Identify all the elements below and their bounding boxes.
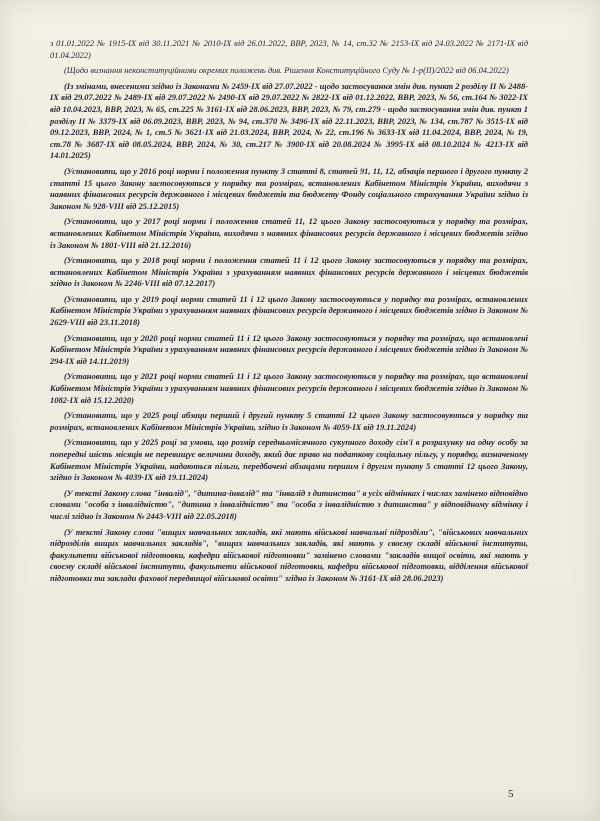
paragraph: (У тексті Закону слова "інвалід", "дитина-інвалід" та "інвалід з дитинства" в усіх відмінках і числах замінено відповідно словами "особа з інвалідністю", "дитина з інвалідністю" та "особа з інвалідністю з дитинства" у відповідному відмінку і числі згідно із Законом № 2443-VIII від 22.05.2018) — [50, 487, 529, 521]
paragraph: (Установити, що у 2016 році норми і положення пункту 3 статті 8, статей 91, 11, 12, абзаців першого і другого пункту 2 статті 15 цього Закону застосовуються у порядку та розмірах, встановлених Кабінетом Міністрів України, виходячи з наявних фінансових ресурсів державного і місцевих бюджетів та бюджету Фонду соціального страхування України згідно із Законом № 928-VIII від 25.12.2015) — [50, 165, 528, 211]
paragraph: (Установити, що у 2025 році за умови, що розмір середньомісячного сукупного доходу сім'ї в розрахунку на одну особу за попередні шість місяців не перевищує величини доходу, який дає право на податкову соціальну пільгу, у порядку, визначеному Кабінетом Міністрів України, надаються пільги, передбачені абзацами першим і другим пункту 5 статті 12 цього Закону, згідно із Законом № 4039-IX від 19.11.2024) — [50, 437, 528, 483]
document-body — [50, 38, 528, 589]
page-number: 5 — [508, 788, 514, 800]
paragraph: (Щодо визнання неконституційними окремих положень див. Рішення Конституційного Суду № 1-р(II)/2022 від 06.04.2022) — [64, 65, 509, 76]
paragraph: (Установити, що у 2019 році норми статей 11 і 12 цього Закону застосовуються у порядку та розмірах, встановлених Кабінетом Міністрів України з урахуванням наявних фінансових ресурсів державного і місцевих бюджетів згідно із Законом № 2629-VIII від 23.11.2018) — [50, 293, 528, 328]
paragraph: (Установити, що у 2018 році норми і положення статей 11 і 12 цього Закону застосовуються у порядку та розмірах, встановлених Кабінетом Міністрів України з урахуванням наявних фінансових ресурсів державного і місцевих бюджетів згідно із Законом № 2246-VIII від 07.12.2017) — [50, 255, 528, 289]
paragraph: (Установити, що у 2017 році норми і положення статей 11, 12 цього Закону застосовуються у порядку та розмірах, встановлених Кабінетом Міністрів України, виходячи з наявних фінансових ресурсів державного і місцевих бюджетів згідно із Законом № 1801-VIII від 21.12.2016) — [50, 216, 528, 250]
paragraph: з 01.01.2022 № 1915-IX від 30.11.2021 № 2010-IX від 26.01.2022, ВВР, 2023, № 14, ст.32 № 2153-IX від 24.03.2022 № 2171-IX від 01.04.2022) — [50, 38, 528, 60]
paragraph: (Установити, що у 2020 році норми статей 11 і 12 цього Закону застосовуються у порядку та розмірах, що встановлені Кабінетом Міністрів України з урахуванням наявних фінансових ресурсів державного і місцевих бюджетів згідно із Законом № 294-IX від 14.11.2019) — [50, 332, 528, 366]
paragraph: (У тексті Закону слова "вищих навчальних закладів, які мають військові навчальні підрозділи", "військових навчальних підрозділів вищих навчальних закладів", "вищих навчальних закладів, які мають у своєму складі військові інститути, факультети військової підготовки, кафедри військової підготовки" замінено словами "закладів вищої освіти, які мають у своєму складі військові інститути, факультети військової підготовки, кафедри військової підготовки, відділення військової підготовки та заклади фахової передвищої військової освіти" згідно із Законом № 3161-IX від 28.06.2023) — [50, 526, 528, 583]
paragraph: (Установити, що у 2025 році абзаци перший і другий пункту 5 статті 12 цього Закону застосовуються у порядку та розмірах, встановлених Кабінетом Міністрів України, згідно із Законом № 4059-IX від 19.11.2024) — [50, 410, 528, 432]
paragraph: (Установити, що у 2021 році норми статей 11 і 12 цього Закону застосовуються у порядку та розмірах, що встановлені Кабінетом Міністрів України з урахуванням наявних фінансових ресурсів державного і місцевих бюджетів згідно із Законом № 1082-IX від 15.12.2020) — [50, 371, 528, 405]
paragraph: (Із змінами, внесеними згідно із Законами № 2459-IX від 27.07.2022 - щодо застосування змін див. пункт 2 розділу II № 2488-IX від 29.07.2022 № 2489-IX від 29.07.2022 № 2490-IX від 29.07.2022 № 2822-IX від 01.12.2022, ВВР, 2023, № 56, ст.164 № 3022-IX від 10.04.2023, ВВР, 2023, № 65, ст.225 № 3161-IX від 28.06.2023, ВВР, 2023, № 79, ст.279 - щодо застосування змін див. пункт 1 розділу II № 3379-IX від 06.09.2023, ВВР, 2023, № 94, ст.370 № 3496-IX від 22.11.2023, ВВР, 2023, № 134, ст.787 № 3515-IX від 09.12.2023, ВВР, 2024, № 1, ст.5 № 3621-IX від 21.03.2024, ВВР, 2024, № 22, ст.196 № 3633-IX від 11.04.2024, ВВР, 2024, № 19, ст.78 № 3687-IX від 08.05.2024, ВВР, 2024, № 30, ст.217 № 3900-IX від 20.08.2024 № 3995-IX від 08.10.2024 № 4213-IX від 14.01.2025) — [50, 80, 528, 161]
